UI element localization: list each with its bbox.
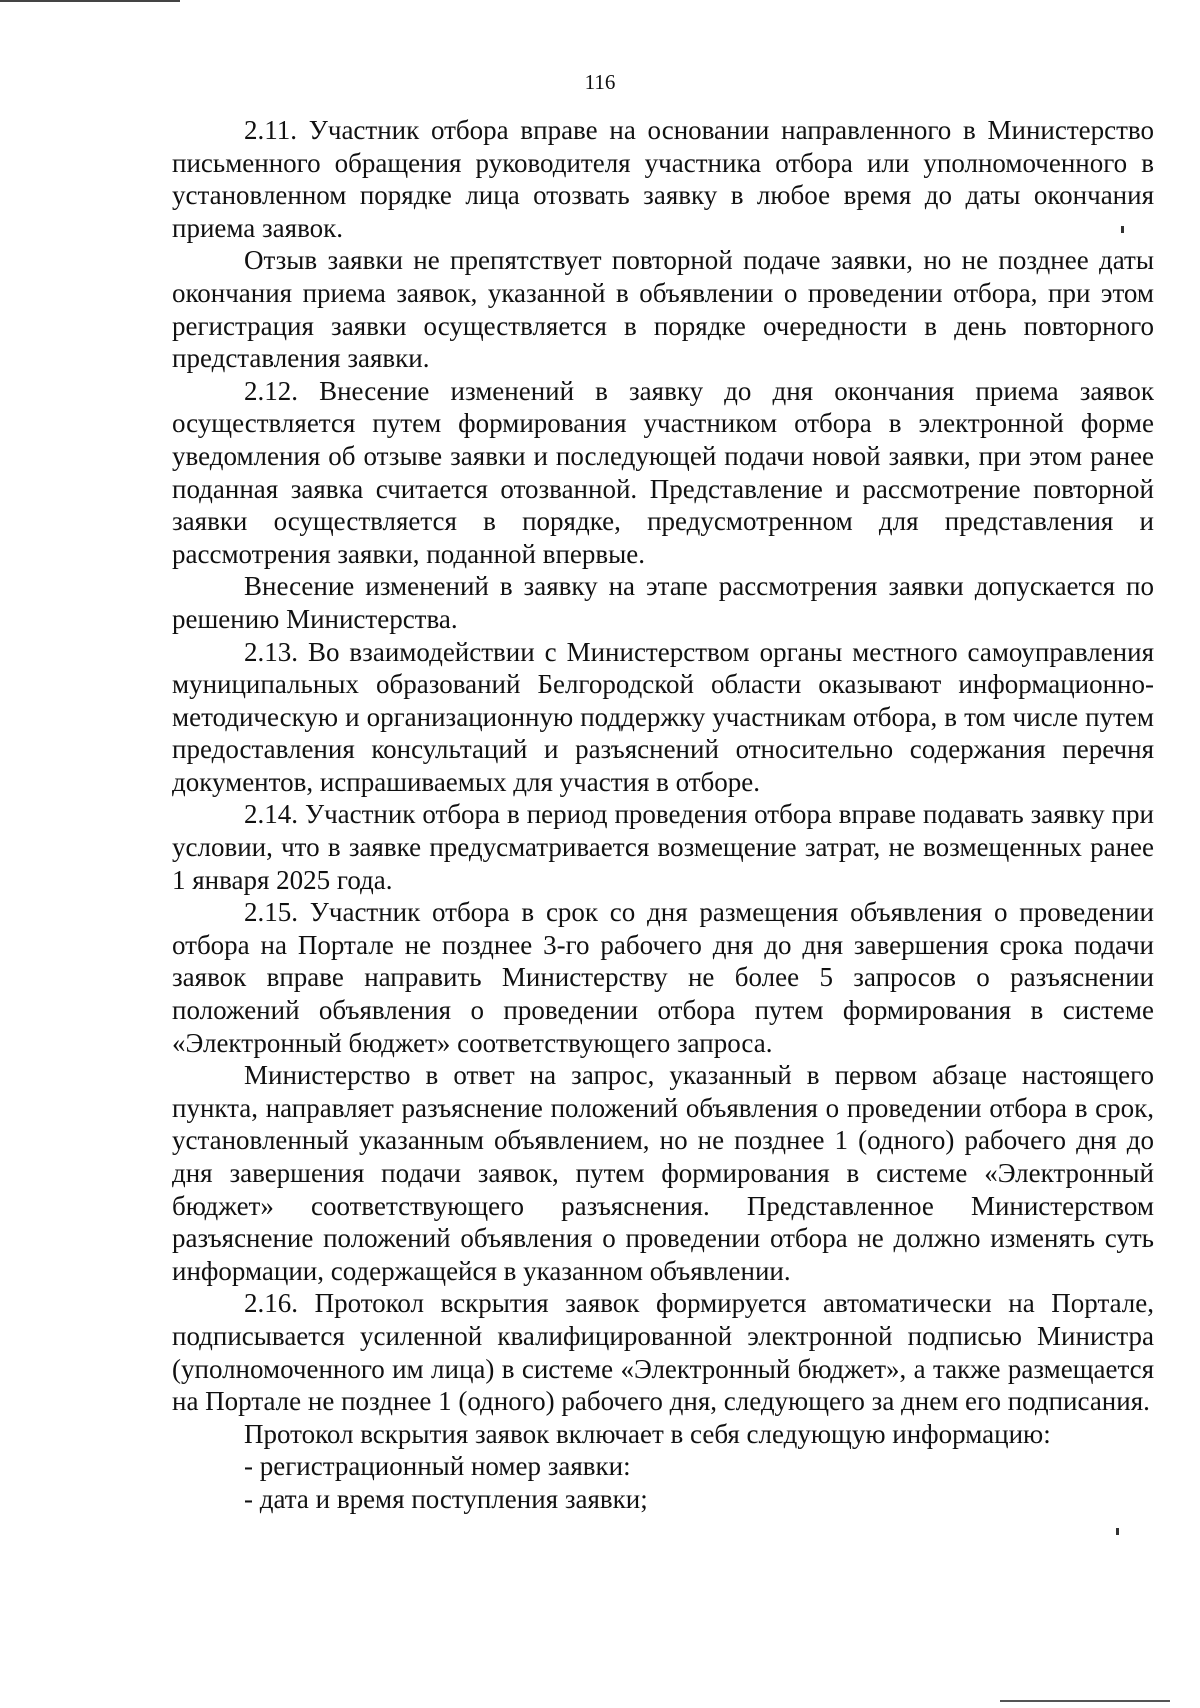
- list-item: - регистрационный номер заявки:: [244, 1451, 631, 1482]
- paragraph-2-13: 2.13. Во взаимодействии с Министерством органы местного самоуправления муниципальных образований Белгородской области оказывают информационно-методическую и организационную поддержку участникам отбора, в том числе путем предоставления консультаций и разъяснений относительно содержания перечня документов, испрашиваемых для участия в отборе.: [172, 636, 1154, 797]
- paragraph-protocol-info: Протокол вскрытия заявок включает в себя следующую информацию:: [244, 1418, 1051, 1449]
- scan-speck: [1116, 1528, 1119, 1535]
- scan-edge-line: [0, 0, 180, 2]
- paragraph-2-11: 2.11. Участник отбора вправе на основании направленного в Министерство письменного обращения руководителя участника отбора или уполномоченного в установленном порядке лица отозвать заявку в любое время до даты окончания приема заявок.: [172, 115, 1154, 243]
- scan-speck: [1121, 226, 1124, 233]
- page-number: 116: [584, 70, 616, 94]
- list-item: - дата и время поступления заявки;: [244, 1483, 648, 1514]
- paragraph-2-15: 2.15. Участник отбора в срок со дня размещения объявления о проведении отбора на Портале не позднее 3-го рабочего дня до дня завершения срока подачи заявок вправе направить Министерству не более 5 запросов о разъяснении положений объявления о проведении отбора путем формирования в системе «Электронный бюджет» соответствующего запроса.: [172, 897, 1154, 1058]
- paragraph-withdrawal: Отзыв заявки не препятствует повторной подаче заявки, но не позднее даты окончания приема заявок, указанной в объявлении о проведении отбора, при этом регистрация заявки осуществляется в порядке очередности в день повторного представления заявки.: [172, 245, 1154, 374]
- document-body: [172, 114, 1154, 1516]
- paragraph-2-12: 2.12. Внесение изменений в заявку до дня окончания приема заявок осуществляется путем формирования участником отбора в электронной форме уведомления об отзыве заявки и последующей подачи новой заявки, при этом ранее поданная заявка считается отозванной. Представление и рассмотрение повторной заявки осуществляется в порядке, предусмотренном для представления и рассмотрения заявки, поданной впервые.: [172, 375, 1154, 569]
- paragraph-ministry-response: Министерство в ответ на запрос, указанный в первом абзаце настоящего пункта, направляет разъяснение положений объявления о проведении отбора в срок, установленный указанным объявлением, но не позднее 1 (одного) рабочего дня до дня завершения подачи заявок, путем формирования в системе «Электронный бюджет» соответствующего разъяснения. Представленное Министерством разъяснение положений объявления о проведении отбора не должно изменять суть информации, содержащейся в указанном объявлении.: [172, 1060, 1154, 1286]
- scan-edge-line: [1000, 1700, 1170, 1702]
- paragraph-2-16: 2.16. Протокол вскрытия заявок формируется автоматически на Портале, подписывается усиленной квалифицированной электронной подписью Министра (уполномоченного им лица) в системе «Электронный бюджет», а также размещается на Портале не позднее 1 (одного) рабочего дня, следующего за днем его подписания.: [172, 1288, 1154, 1417]
- paragraph-2-14: 2.14. Участник отбора в период проведения отбора вправе подавать заявку при условии, что в заявке предусматривается возмещение затрат, не возмещенных ранее 1 января 2025 года.: [172, 799, 1154, 895]
- paragraph-changes: Внесение изменений в заявку на этапе рассмотрения заявки допускается по решению Министерства.: [172, 571, 1154, 634]
